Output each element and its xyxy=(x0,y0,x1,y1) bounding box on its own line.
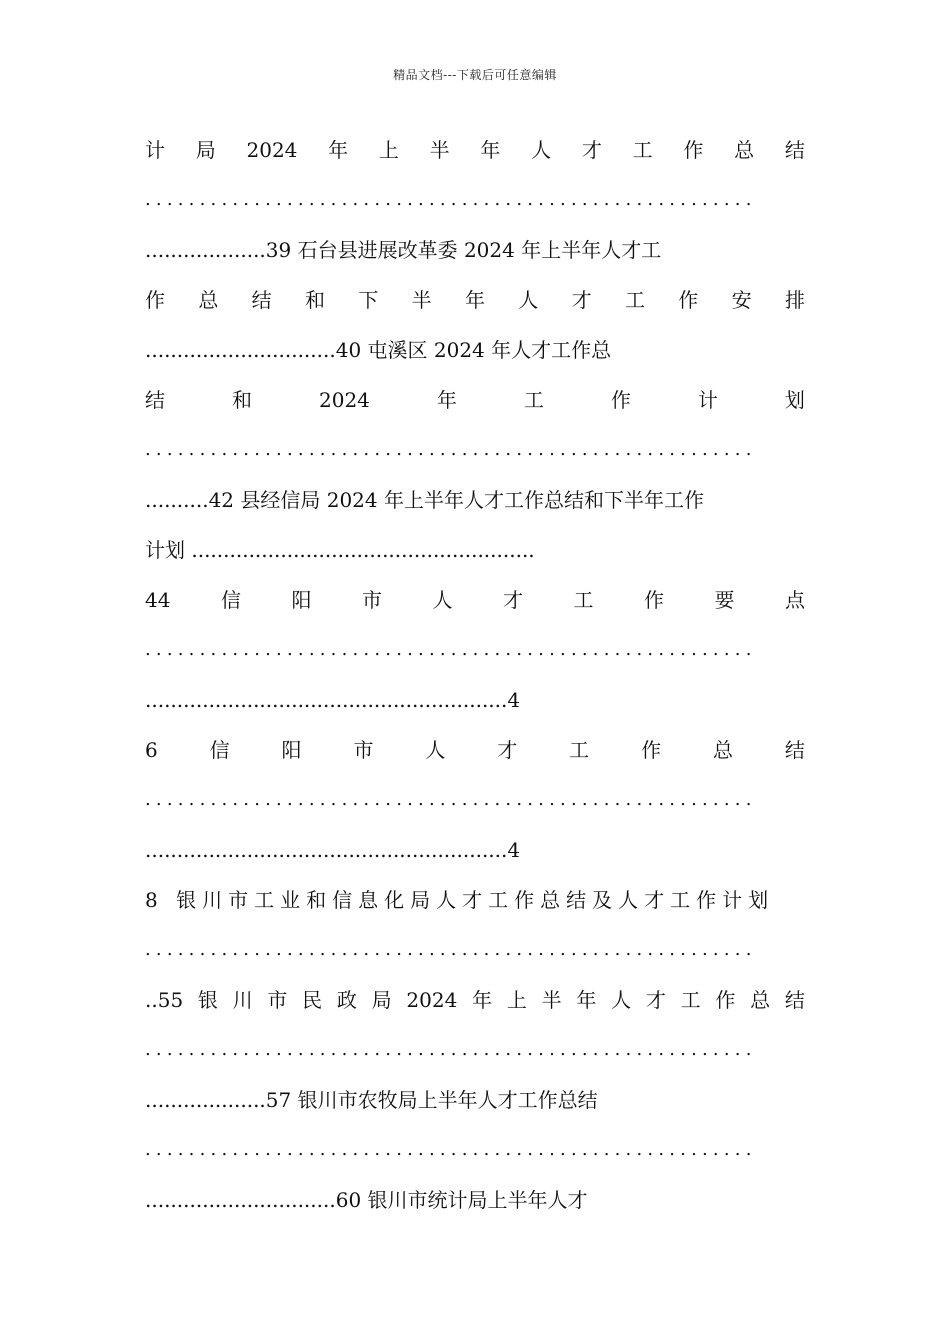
toc-line-word: 工 xyxy=(624,288,645,312)
toc-line-word: 作 xyxy=(683,138,704,162)
toc-line-word: 安 xyxy=(731,288,752,312)
toc-line-word: 阳 xyxy=(291,588,312,612)
toc-line-word: 半 xyxy=(429,138,450,162)
toc-line-word: 作 xyxy=(610,388,631,412)
toc-line-word: 总 xyxy=(734,138,755,162)
toc-line-word: 作 xyxy=(643,588,664,612)
toc-line-word: 市 xyxy=(267,988,288,1012)
toc-line-word: 44 xyxy=(145,588,171,612)
toc-line-word: 人 xyxy=(518,288,539,312)
toc-line-word: 年 xyxy=(464,288,485,312)
toc-line xyxy=(145,132,805,182)
toc-line-word: 结 xyxy=(784,738,805,762)
toc-line: ........................................................ xyxy=(145,1039,757,1060)
toc-line-word: 计 xyxy=(697,388,718,412)
toc-line-word: 2024 xyxy=(319,388,370,412)
toc-line-word: 半 xyxy=(541,988,562,1012)
toc-line-word: 年 xyxy=(436,388,457,412)
toc-line: ........................................................ xyxy=(145,939,757,960)
toc-line-word: 结 xyxy=(784,138,805,162)
toc-line-word: 总 xyxy=(712,738,733,762)
toc-line: ..............................40 屯溪区 2024 年人才工作总 xyxy=(145,338,612,362)
toc-line: ........................................................ xyxy=(145,439,757,460)
toc-line-word: 局 xyxy=(371,988,392,1012)
toc-line-word: 下 xyxy=(358,288,379,312)
toc-line-word: 2024 xyxy=(406,988,458,1012)
toc-line-word: 人 xyxy=(531,138,552,162)
table-of-contents xyxy=(145,132,805,1232)
toc-line-word: 6 xyxy=(145,738,158,762)
toc-line-word: 年 xyxy=(472,988,493,1012)
toc-line-word: 才 xyxy=(581,138,602,162)
toc-line-word: 工 xyxy=(573,588,594,612)
toc-line-word: 才 xyxy=(502,588,523,612)
toc-line-word: 年 xyxy=(480,138,501,162)
toc-line: ...................39 石台县进展改革委 2024 年上半年人才工 xyxy=(145,238,662,262)
toc-line-word: 结 xyxy=(145,388,165,412)
toc-line-word: 年 xyxy=(328,138,349,162)
toc-line-word: 和 xyxy=(304,288,325,312)
toc-line-word: 信 xyxy=(209,738,230,762)
toc-line: ........................................................ xyxy=(145,789,757,810)
toc-line-word: 年 xyxy=(576,988,597,1012)
toc-line-word: 作 xyxy=(641,738,662,762)
toc-line-word: 市 xyxy=(353,738,374,762)
page-header: 精品文档---下载后可任意编辑 xyxy=(393,68,557,82)
toc-line: ........................................................ xyxy=(145,189,757,210)
toc-line xyxy=(145,382,805,432)
toc-line-word: 信 xyxy=(220,588,241,612)
toc-line-word: 政 xyxy=(336,988,357,1012)
toc-line-word: 结 xyxy=(251,288,272,312)
toc-line-word: 作 xyxy=(145,288,165,312)
toc-line-word: 结 xyxy=(784,988,805,1012)
toc-line-word: 要 xyxy=(714,588,735,612)
toc-line: ........................................................ xyxy=(145,639,757,660)
toc-line: ..............................60 银川市统计局上半年人才 xyxy=(145,1188,588,1212)
toc-line-word: 工 xyxy=(523,388,544,412)
toc-line: ...................57 银川市农牧局上半年人才工作总结 xyxy=(145,1088,598,1112)
toc-line xyxy=(145,282,805,332)
toc-line-word: 计 xyxy=(145,138,165,162)
toc-line-word: 总 xyxy=(750,988,771,1012)
toc-line-word: 点 xyxy=(784,588,805,612)
toc-line-word: 作 xyxy=(678,288,699,312)
toc-line xyxy=(145,732,805,782)
toc-line-word: 作 xyxy=(715,988,736,1012)
toc-line-word: 阳 xyxy=(281,738,302,762)
toc-line-word: 总 xyxy=(198,288,219,312)
toc-line: ..........42 县经信局 2024 年上半年人才工作总结和下半年工作 xyxy=(145,488,704,512)
toc-line-word: 工 xyxy=(632,138,653,162)
toc-line: .........................................................4 xyxy=(145,838,521,862)
toc-line-word: 市 xyxy=(361,588,382,612)
toc-line: 8 银川市工业和信息化局人才工作总结及人才工作计划 xyxy=(145,888,775,912)
toc-line xyxy=(145,982,805,1032)
toc-line-word: 半 xyxy=(411,288,432,312)
toc-line: ........................................................ xyxy=(145,1139,757,1160)
toc-line-word: 局 xyxy=(195,138,216,162)
toc-line: .........................................................4 xyxy=(145,688,521,712)
toc-line-word: 人 xyxy=(432,588,453,612)
toc-line-word: 上 xyxy=(378,138,399,162)
toc-line-word: 2024 xyxy=(246,138,298,162)
toc-line-word: 民 xyxy=(302,988,323,1012)
toc-line xyxy=(145,582,805,632)
toc-line-word: 才 xyxy=(571,288,592,312)
toc-line-word: 才 xyxy=(645,988,666,1012)
toc-line-word: 上 xyxy=(506,988,527,1012)
toc-line-word: 工 xyxy=(680,988,701,1012)
toc-line-word: 工 xyxy=(569,738,590,762)
toc-line-word: 和 xyxy=(232,388,252,412)
toc-line: 计划 ...................................................... xyxy=(145,538,535,562)
toc-line-word: 川 xyxy=(232,988,253,1012)
toc-line-word: 人 xyxy=(611,988,632,1012)
toc-line-word: 银 xyxy=(197,988,218,1012)
toc-line-word: ..55 xyxy=(145,988,184,1012)
toc-line-word: 才 xyxy=(497,738,518,762)
toc-line-word: 排 xyxy=(784,288,805,312)
toc-line-word: 划 xyxy=(784,388,805,412)
toc-line-word: 人 xyxy=(425,738,446,762)
